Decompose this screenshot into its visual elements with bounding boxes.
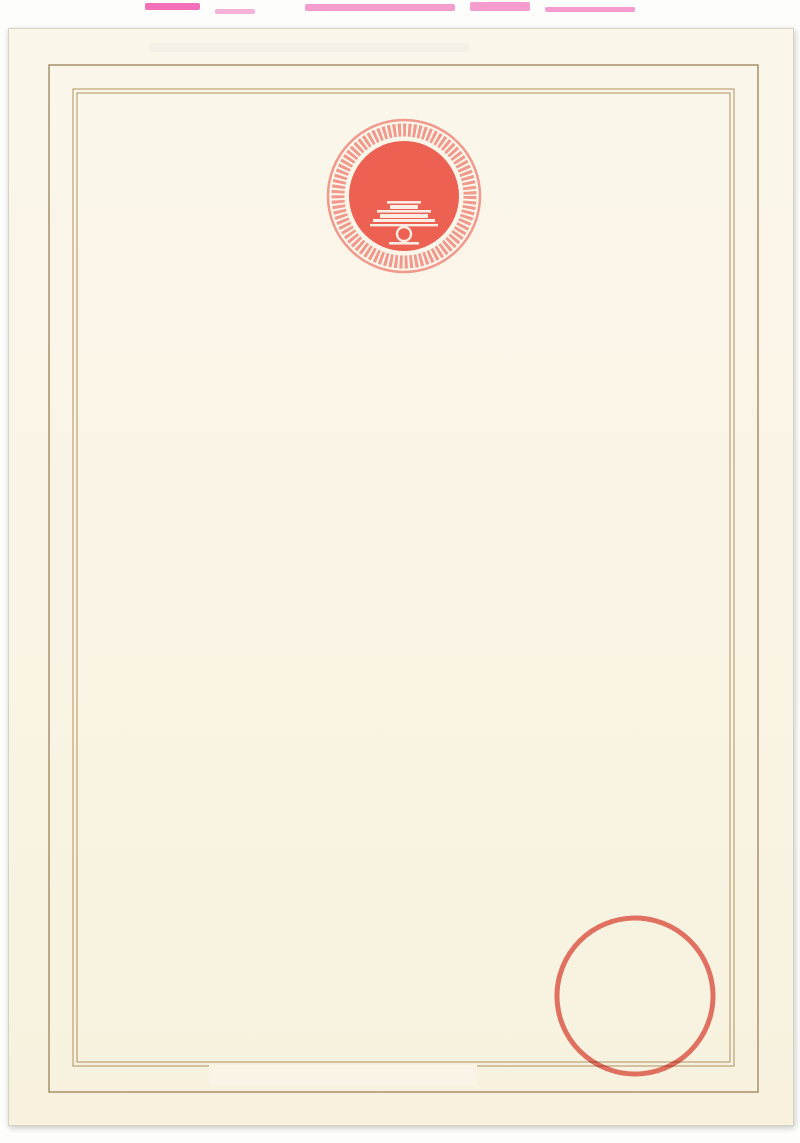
scan-glitch	[545, 7, 635, 12]
national-emblem	[324, 116, 484, 276]
scan-glitch	[305, 4, 455, 11]
scan-glitch	[215, 9, 255, 14]
scan-glitch	[145, 3, 200, 10]
scan-streak	[149, 43, 469, 52]
scan-glitch	[470, 2, 530, 11]
official-seal	[542, 903, 729, 1090]
qr-code	[97, 753, 271, 927]
certificate-paper	[8, 28, 794, 1126]
gsxt-url-band	[209, 1065, 477, 1086]
credit-code-line	[339, 428, 347, 449]
